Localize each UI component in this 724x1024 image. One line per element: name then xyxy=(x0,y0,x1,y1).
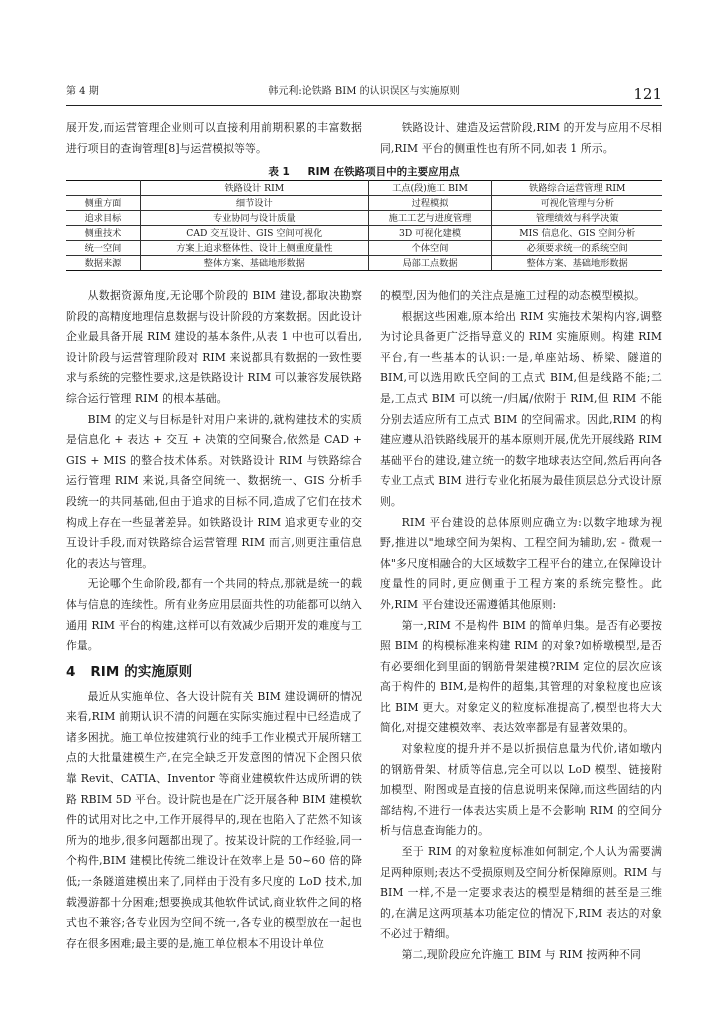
column-header: 铁路设计 RIM xyxy=(141,181,369,196)
table-cell: 管理绩效与科学决策 xyxy=(492,211,662,226)
top-text-left xyxy=(66,118,362,159)
table-cell: 细节设计 xyxy=(141,196,369,211)
table-caption xyxy=(66,164,662,179)
article-running-title: 韩元利:论铁路 BIM 的认识误区与实施原则 xyxy=(268,86,460,97)
body-paragraph: BIM 的定义与目标是针对用户来讲的,就构建技术的实质是信息化 + 表达 + 交互 + 决策的空间聚合,依然是 CAD + GIS + MIS 的整合技术体系。对铁路设计 RIM 与铁路综合运行管理 RIM 来说,具备空间统一、数据统一、GIS 分析手段统一的共同基础,但由于追求的目标不同,造成了它们在技术构成上存在一些显著差异。如铁路设计 RIM 追求更专业的交互设计手段,而对铁路综合运营管理 RIM 而言,则更注重信息化的表达与管理。 xyxy=(66,412,362,570)
row-label: 数据来源 xyxy=(66,256,141,271)
table-cell: 3D 可视化建模 xyxy=(368,226,492,241)
body-paragraph: 至于 RIM 的对象粒度标准如何制定,个人认为需要满足两种原则;表达不受损原则及空间分析保障原则。RIM 与 BIM 一样,不是一定要求表达的模型是精细的甚至是三维的,在满足这两项基本功能定位的情况下,RIM 表达的对象不必过于精细。 xyxy=(380,845,662,941)
body-paragraph: 无论哪个生命阶段,都有一个共同的特点,那就是统一的载体与信息的连续性。所有业务应用层面共性的功能都可以纳入通用 RIM 平台的构建,这样可以有效减少后期开发的难度与工作量。 xyxy=(66,577,362,653)
section-title: RIM 的实施原则 xyxy=(90,663,193,680)
table-cell: 整体方案、基础地形数据 xyxy=(492,256,662,271)
table-cell: 局部工点数据 xyxy=(368,256,492,271)
row-label: 侧重方面 xyxy=(66,196,141,211)
page-number: 121 xyxy=(633,85,662,103)
table-cell: 个体空间 xyxy=(368,241,492,256)
section-heading xyxy=(66,661,362,683)
table-cell: 过程模拟 xyxy=(368,196,492,211)
table-cell: 必须要求统一的系统空间 xyxy=(492,241,662,256)
body-paragraph: 最近从实施单位、各大设计院有关 BIM 建设调研的情况来看,RIM 前期认识不清的问题在实际实施过程中已经造成了诸多困扰。施工单位按建筑行业的纯手工作业模式开展所辖工点的大批量建模生产,在完全缺乏开发意图的情况下企图只依靠 Revit、CATIA、Inventor 等商业建模软件达成所谓的铁路 RBIM 5D 平台。设计院也是在广泛开展各种 BIM 建模软件的试用对比之中,工作开展得早的,现在也陷入了茫然不知该所为的地步,很多问题都出现了。按某设计院的工作经验,同一个构件,BIM 建模比传统二维设计在效率上是 50~60 倍的降低;一条隧道建模出来了,同样由于没有多尺度的 LoD 技术,加载漫游都十分困难;想要换成其他软件试试,商业软件之间的格式也不兼容;各专业因为空间不统一,各专业的模型放在一起也存在很多困难;最主要的是,施工单位根本不用设计单位 xyxy=(66,689,362,950)
body-paragraph: 第一,RIM 不是构件 BIM 的简单归集。是否有必要按照 BIM 的构模标准来构建 RIM 的对象?如桥墩模型,是否有必要细化到里面的钢筋骨架建模?RIM 定位的层次应该高于构件的 BIM,是构件的超集,其管理的对象粒度也应该比 BIM 更大。对象定义的粒度标准提高了,模型也将大大简化,对提交建模效率、表达效率都是有显著效果的。 xyxy=(380,618,662,735)
table-cell: 专业协同与设计质量 xyxy=(141,211,369,226)
table-row xyxy=(66,196,662,211)
table-cell: 可视化管理与分析 xyxy=(492,196,662,211)
table-cell: 方案上追求整体性、设计上侧重度量性 xyxy=(141,241,369,256)
table-number: 表 1 xyxy=(268,166,290,178)
left-column xyxy=(66,286,362,954)
top-paragraph-right: 铁路设计、建造及运营阶段,RIM 的开发与应用不尽相同,RIM 平台的侧重性也有所不同,如表 1 所示。 xyxy=(380,121,662,155)
table-row xyxy=(66,241,662,256)
table-title: RIM 在铁路项目中的主要应用点 xyxy=(307,166,460,178)
body-paragraph: RIM 平台建设的总体原则应确立为:以数字地球为视野,推进以"地球空间为架构、工程空间为辅助,宏 - 微观一体"多尺度相融合的大区域数字工程平台的建立,在保障设计度量性的同时,更应侧重于工程方案的系统完整性。此外,RIM 平台建设还需遵循其他原则: xyxy=(380,515,662,611)
rim-application-table xyxy=(66,180,662,271)
body-paragraph: 根据这些困难,原本给出 RIM 实施技术架构内容,调整为讨论具备更广泛指导意义的 RIM 实施原则。构建 RIM 平台,有一些基本的认识:一是,单座站场、桥梁、隧道的 BIM,可以选用欧氏空间的工点式 BIM,但是线路不能;二是,工点式 BIM 可以统一/归属/依附于 RIM,但 RIM 不能分别去适应所有工点式 BIM 的空间需求。因此,RIM 的构建应遵从沿铁路线展开的基本原则开展,优先开展线路 RIM 基础平台的建设,建立统一的数字地球表达空间,然后再向各专业工点式 BIM 进行专业化拓展为最佳顶层总分式设计原则。 xyxy=(380,309,662,508)
row-label: 侧重技术 xyxy=(66,226,141,241)
top-text-right xyxy=(380,118,662,159)
table-cell: MIS 信息化、GIS 空间分析 xyxy=(492,226,662,241)
table-row xyxy=(66,226,662,241)
body-paragraph: 对象粒度的提升并不是以折损信息量为代价,诸如墩内的钢筋骨架、材质等信息,完全可以以 LoD 模型、链接附加模型、附图或是直接的信息说明来保障,而这些固结的内部结构,不进行一体表达实质上是不会影响 RIM 的空间分析与信息查询能力的。 xyxy=(380,742,662,838)
section-number: 4 xyxy=(66,663,76,680)
table-cell: 整体方案、基础地形数据 xyxy=(141,256,369,271)
body-paragraph: 第二,现阶段应允许施工 BIM 与 RIM 按两种不同 xyxy=(401,948,641,961)
table-row xyxy=(66,256,662,271)
top-paragraph-left: 展开发,而运营管理企业则可以直接利用前期积累的丰富数据进行项目的查询管理[8]与运营模拟等等。 xyxy=(66,121,362,155)
body-paragraph: 从数据资源角度,无论哪个阶段的 BIM 建设,都取决勘察阶段的高精度地理信息数据与设计阶段的方案数据。因此设计企业最具备开展 RIM 建设的基本条件,从表 1 中也可以看出,设计阶段与运营管理阶段对 RIM 来说都具有数据的一致性要求与系统的完整性要求,这是铁路设计 RIM 可以兼容发展铁路综合运行管理 RIM 的根本基础。 xyxy=(66,289,362,405)
body-paragraph: 的模型,因为他们的关注点是施工过程的动态模型模拟。 xyxy=(380,289,646,302)
header-rule xyxy=(66,105,662,106)
table-cell: 施工工艺与进度管理 xyxy=(368,211,492,226)
table-header-row xyxy=(66,181,662,196)
issue-number: 第 4 期 xyxy=(66,86,99,97)
right-column xyxy=(380,286,662,966)
column-header: 铁路综合运营管理 RIM xyxy=(492,181,662,196)
row-label: 统一空间 xyxy=(66,241,141,256)
row-label: 追求目标 xyxy=(66,211,141,226)
table-row xyxy=(66,211,662,226)
table-cell: CAD 交互设计、GIS 空间可视化 xyxy=(141,226,369,241)
column-header: 工点(段)施工 BIM xyxy=(368,181,492,196)
running-header xyxy=(66,84,662,104)
table-corner-cell xyxy=(66,181,141,196)
